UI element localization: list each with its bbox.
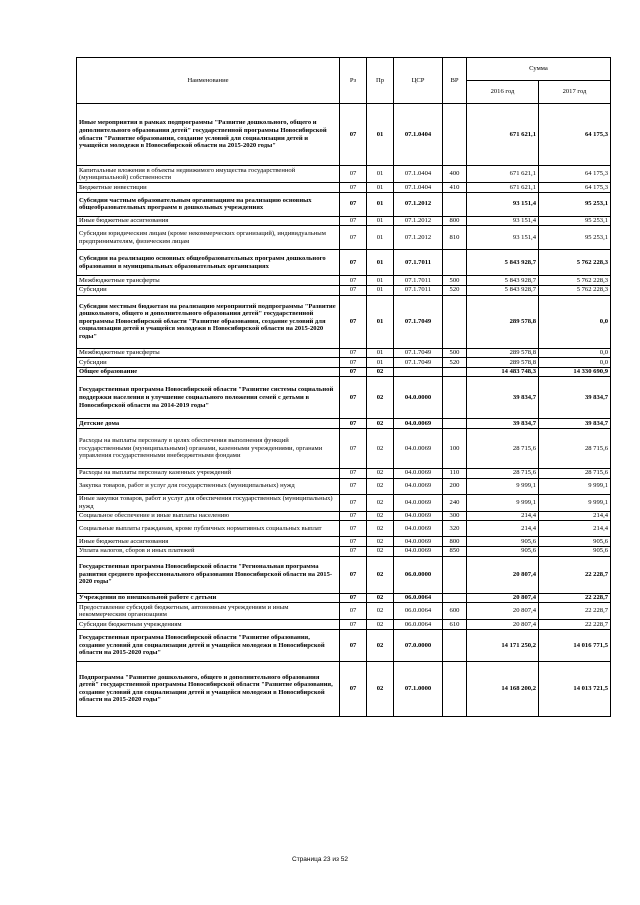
row-pr: 01 <box>367 348 394 358</box>
row-sum-2017: 905,6 <box>539 537 611 547</box>
row-sum-2017: 14 330 690,9 <box>539 367 611 377</box>
row-sum-2016: 20 807,4 <box>467 556 539 593</box>
row-name: Субсидии местным бюджетам на реализацию мероприятий подпрограммы "Развитие дошкольного, общего и дополнительного образования детей" государственной программы Новосибирской области "Развитие образования, создание условий для социализации детей и учащейся молодежи в Новосибирской области на 2015-2020 годы" <box>77 295 340 348</box>
row-pr: 02 <box>367 603 394 620</box>
row-sum-2016: 5 843 928,7 <box>467 285 539 295</box>
row-csr: 07.1.7011 <box>394 276 443 286</box>
row-sum-2016: 9 999,1 <box>467 494 539 511</box>
row-vr: 800 <box>443 537 467 547</box>
row-sum-2016: 20 807,4 <box>467 620 539 630</box>
row-name: Общее образование <box>77 367 340 377</box>
row-name: Государственная программа Новосибирской области "Развитие системы социальной поддержки населения и улучшение социального положения семей с детьми в Новосибирской области на 2014-2019 годы" <box>77 377 340 419</box>
row-csr: 07.1.7049 <box>394 358 443 368</box>
row-name: Детские дома <box>77 419 340 429</box>
row-csr: 07.1.0404 <box>394 104 443 166</box>
table-row <box>77 358 611 368</box>
table-row <box>77 478 611 494</box>
row-sum-2017: 64 175,3 <box>539 104 611 166</box>
row-sum-2017: 28 715,6 <box>539 468 611 478</box>
row-csr: 04.0.0069 <box>394 468 443 478</box>
table-row <box>77 593 611 603</box>
row-sum-2017: 22 228,7 <box>539 593 611 603</box>
row-rz: 07 <box>340 620 367 630</box>
row-name: Подпрограмма "Развитие дошкольного, общего и дополнительного образования детей" государственной программы Новосибирской области "Развитие образования, создание условий для социализации детей и учащейся молодежи в Новосибирской области на 2015-2020 годы" <box>77 661 340 716</box>
row-sum-2016: 5 843 928,7 <box>467 250 539 276</box>
row-pr: 01 <box>367 358 394 368</box>
row-sum-2017: 22 228,7 <box>539 603 611 620</box>
row-sum-2017: 5 762 228,3 <box>539 276 611 286</box>
table-row <box>77 104 611 166</box>
table-body <box>77 104 611 717</box>
col-vr-header: ВР <box>443 58 467 104</box>
row-sum-2017: 64 175,3 <box>539 166 611 183</box>
row-name: Субсидии на реализацию основных общеобразовательных программ дошкольного образования в муниципальных образовательных организациях <box>77 250 340 276</box>
table-row <box>77 468 611 478</box>
row-name: Иные бюджетные ассигнования <box>77 216 340 226</box>
row-sum-2016: 5 843 928,7 <box>467 276 539 286</box>
table-row <box>77 556 611 593</box>
row-rz: 07 <box>340 661 367 716</box>
table-row <box>77 603 611 620</box>
page-number: Страница 23 из 52 <box>292 856 348 863</box>
table-row <box>77 620 611 630</box>
row-rz: 07 <box>340 358 367 368</box>
row-vr: 100 <box>443 428 467 468</box>
row-sum-2016: 671 621,1 <box>467 183 539 193</box>
row-pr: 01 <box>367 166 394 183</box>
table-row <box>77 250 611 276</box>
row-pr: 02 <box>367 468 394 478</box>
row-sum-2017: 39 834,7 <box>539 377 611 419</box>
row-vr: 850 <box>443 546 467 556</box>
row-csr: 04.0.0069 <box>394 521 443 537</box>
row-name: Расходы на выплаты персоналу казенных учреждений <box>77 468 340 478</box>
row-vr: 400 <box>443 166 467 183</box>
row-vr: 410 <box>443 183 467 193</box>
row-name: Учреждения по внешкольной работе с детьми <box>77 593 340 603</box>
row-rz: 07 <box>340 511 367 521</box>
row-csr: 04.0.0000 <box>394 377 443 419</box>
row-vr: 110 <box>443 468 467 478</box>
row-pr: 02 <box>367 556 394 593</box>
row-sum-2016: 14 171 250,2 <box>467 629 539 661</box>
row-vr <box>443 556 467 593</box>
row-name: Капитальные вложения в объекты недвижимого имущества государственной (муниципальной) собственности <box>77 166 340 183</box>
row-name: Уплата налогов, сборов и иных платежей <box>77 546 340 556</box>
row-rz: 07 <box>340 521 367 537</box>
row-sum-2016: 14 483 748,3 <box>467 367 539 377</box>
row-csr: 06.0.0064 <box>394 603 443 620</box>
table-header <box>77 58 611 104</box>
row-sum-2017: 22 228,7 <box>539 556 611 593</box>
col-rz-header: Рз <box>340 58 367 104</box>
row-csr: 04.0.0069 <box>394 419 443 429</box>
row-csr: 07.1.7011 <box>394 285 443 295</box>
row-vr: 500 <box>443 276 467 286</box>
row-rz: 07 <box>340 216 367 226</box>
row-name: Социальное обеспечение и иные выплаты населению <box>77 511 340 521</box>
row-sum-2017: 14 013 721,5 <box>539 661 611 716</box>
row-sum-2017: 905,6 <box>539 546 611 556</box>
table-row <box>77 419 611 429</box>
row-sum-2017: 9 999,1 <box>539 478 611 494</box>
row-sum-2016: 14 168 200,2 <box>467 661 539 716</box>
row-sum-2016: 93 151,4 <box>467 192 539 216</box>
row-pr: 02 <box>367 629 394 661</box>
row-rz: 07 <box>340 166 367 183</box>
row-sum-2017: 5 762 228,3 <box>539 250 611 276</box>
row-sum-2017: 64 175,3 <box>539 183 611 193</box>
row-rz: 07 <box>340 603 367 620</box>
row-rz: 07 <box>340 494 367 511</box>
row-rz: 07 <box>340 419 367 429</box>
row-name: Субсидии частным образовательным организациям на реализацию основных общеобразовательных программ в дошкольных учреждениях <box>77 192 340 216</box>
table-row <box>77 216 611 226</box>
row-name: Государственная программа Новосибирской области "Развитие образования, создание условий для социализации детей и учащейся молодежи в Новосибирской области на 2015-2020 годы" <box>77 629 340 661</box>
row-sum-2016: 289 578,8 <box>467 348 539 358</box>
row-name: Субсидии юридическим лицам (кроме некоммерческих организаций), индивидуальным предпринимателям, физическим лицам <box>77 226 340 250</box>
row-pr: 02 <box>367 661 394 716</box>
row-name: Расходы на выплаты персоналу в целях обеспечения выполнения функций государственными (муниципальными) органами, казенными учреждениями, органами управления государственными внебюджетными фондами <box>77 428 340 468</box>
row-sum-2016: 93 151,4 <box>467 226 539 250</box>
row-vr: 240 <box>443 494 467 511</box>
row-pr: 02 <box>367 377 394 419</box>
row-csr: 04.0.0069 <box>394 494 443 511</box>
row-rz: 07 <box>340 104 367 166</box>
table-row <box>77 521 611 537</box>
row-name: Иные мероприятия в рамках подпрограммы "Развитие дошкольного, общего и дополнительного образования детей" государственной программы Новосибирской области "Развитие образования, создание условий для социализации детей и учащейся молодежи в Новосибирской области на 2015-2020 годы" <box>77 104 340 166</box>
row-pr: 02 <box>367 494 394 511</box>
row-rz: 07 <box>340 192 367 216</box>
row-sum-2017: 0,0 <box>539 348 611 358</box>
col-sum-header: Сумма <box>467 58 611 81</box>
row-vr <box>443 192 467 216</box>
row-sum-2017: 214,4 <box>539 511 611 521</box>
row-vr: 800 <box>443 216 467 226</box>
row-pr: 02 <box>367 620 394 630</box>
row-sum-2016: 214,4 <box>467 521 539 537</box>
row-sum-2016: 671 621,1 <box>467 104 539 166</box>
row-sum-2017: 22 228,7 <box>539 620 611 630</box>
row-sum-2017: 28 715,6 <box>539 428 611 468</box>
row-vr: 810 <box>443 226 467 250</box>
table-row <box>77 192 611 216</box>
row-vr: 520 <box>443 285 467 295</box>
row-sum-2017: 95 253,1 <box>539 216 611 226</box>
row-sum-2017: 5 762 228,3 <box>539 285 611 295</box>
row-rz: 07 <box>340 377 367 419</box>
row-pr: 01 <box>367 192 394 216</box>
row-sum-2016: 9 999,1 <box>467 478 539 494</box>
row-vr <box>443 419 467 429</box>
row-pr: 02 <box>367 419 394 429</box>
row-csr: 07.1.2012 <box>394 226 443 250</box>
row-csr: 07.1.0000 <box>394 661 443 716</box>
row-sum-2017: 214,4 <box>539 521 611 537</box>
row-vr: 320 <box>443 521 467 537</box>
row-sum-2016: 289 578,8 <box>467 295 539 348</box>
row-name: Бюджетные инвестиции <box>77 183 340 193</box>
row-pr: 01 <box>367 285 394 295</box>
row-rz: 07 <box>340 276 367 286</box>
row-csr: 07.1.2012 <box>394 216 443 226</box>
table-row <box>77 166 611 183</box>
row-rz: 07 <box>340 428 367 468</box>
table-row <box>77 377 611 419</box>
row-pr: 02 <box>367 537 394 547</box>
table-row <box>77 285 611 295</box>
row-rz: 07 <box>340 348 367 358</box>
row-csr: 07.1.2012 <box>394 192 443 216</box>
row-name: Субсидии <box>77 358 340 368</box>
row-sum-2016: 39 834,7 <box>467 419 539 429</box>
col-2017-header: 2017 год <box>539 81 611 104</box>
row-sum-2016: 671 621,1 <box>467 166 539 183</box>
row-rz: 07 <box>340 183 367 193</box>
row-name: Субсидии <box>77 285 340 295</box>
row-csr: 04.0.0069 <box>394 511 443 521</box>
row-sum-2016: 289 578,8 <box>467 358 539 368</box>
row-pr: 02 <box>367 593 394 603</box>
row-rz: 07 <box>340 593 367 603</box>
col-csr-header: ЦСР <box>394 58 443 104</box>
row-vr: 300 <box>443 511 467 521</box>
row-csr: 06.0.0064 <box>394 593 443 603</box>
row-rz: 07 <box>340 478 367 494</box>
row-pr: 02 <box>367 428 394 468</box>
row-sum-2017: 0,0 <box>539 295 611 348</box>
table-row <box>77 183 611 193</box>
row-vr <box>443 661 467 716</box>
row-vr: 200 <box>443 478 467 494</box>
row-rz: 07 <box>340 226 367 250</box>
row-vr <box>443 104 467 166</box>
row-sum-2017: 14 016 771,5 <box>539 629 611 661</box>
row-sum-2016: 20 807,4 <box>467 603 539 620</box>
row-vr: 520 <box>443 358 467 368</box>
table-row <box>77 276 611 286</box>
row-rz: 07 <box>340 537 367 547</box>
row-rz: 07 <box>340 295 367 348</box>
row-pr: 02 <box>367 521 394 537</box>
row-sum-2016: 28 715,6 <box>467 428 539 468</box>
row-csr: 06.0.0064 <box>394 620 443 630</box>
row-vr <box>443 629 467 661</box>
row-vr: 610 <box>443 620 467 630</box>
row-rz: 07 <box>340 367 367 377</box>
row-sum-2016: 28 715,6 <box>467 468 539 478</box>
row-name: Социальные выплаты гражданам, кроме публичных нормативных социальных выплат <box>77 521 340 537</box>
table-row <box>77 367 611 377</box>
row-vr <box>443 377 467 419</box>
table-row <box>77 511 611 521</box>
table-row <box>77 428 611 468</box>
row-csr: 04.0.0069 <box>394 428 443 468</box>
row-vr: 600 <box>443 603 467 620</box>
row-pr: 02 <box>367 546 394 556</box>
row-name: Иные бюджетные ассигнования <box>77 537 340 547</box>
row-rz: 07 <box>340 556 367 593</box>
row-rz: 07 <box>340 285 367 295</box>
row-sum-2016: 905,6 <box>467 546 539 556</box>
row-sum-2016: 39 834,7 <box>467 377 539 419</box>
row-rz: 07 <box>340 468 367 478</box>
row-vr: 500 <box>443 348 467 358</box>
table-row <box>77 629 611 661</box>
row-csr <box>394 367 443 377</box>
row-sum-2017: 39 834,7 <box>539 419 611 429</box>
row-sum-2017: 9 999,1 <box>539 494 611 511</box>
row-vr <box>443 250 467 276</box>
col-2016-header: 2016 год <box>467 81 539 104</box>
row-pr: 02 <box>367 511 394 521</box>
row-name: Государственная программа Новосибирской области "Региональная программа развития среднего профессионального образования Новосибирской области на 2015-2020 годы" <box>77 556 340 593</box>
row-rz: 07 <box>340 250 367 276</box>
row-pr: 02 <box>367 478 394 494</box>
col-pr-header: Пр <box>367 58 394 104</box>
table-row <box>77 295 611 348</box>
row-sum-2016: 93 151,4 <box>467 216 539 226</box>
row-pr: 01 <box>367 276 394 286</box>
row-name: Иные закупки товаров, работ и услуг для обеспечения государственных (муниципальных) нужд <box>77 494 340 511</box>
row-pr: 01 <box>367 250 394 276</box>
row-name: Межбюджетные трансферты <box>77 348 340 358</box>
row-csr: 07.1.7049 <box>394 295 443 348</box>
row-pr: 01 <box>367 226 394 250</box>
table-row <box>77 226 611 250</box>
row-csr: 07.1.0404 <box>394 166 443 183</box>
row-sum-2017: 95 253,1 <box>539 226 611 250</box>
row-pr: 01 <box>367 104 394 166</box>
table-row <box>77 494 611 511</box>
row-csr: 06.0.0000 <box>394 556 443 593</box>
table-row <box>77 537 611 547</box>
budget-table <box>76 57 611 717</box>
row-vr <box>443 295 467 348</box>
row-csr: 07.1.0404 <box>394 183 443 193</box>
row-vr <box>443 593 467 603</box>
row-name: Межбюджетные трансферты <box>77 276 340 286</box>
row-csr: 04.0.0069 <box>394 537 443 547</box>
row-rz: 07 <box>340 629 367 661</box>
row-pr: 01 <box>367 183 394 193</box>
row-sum-2017: 95 253,1 <box>539 192 611 216</box>
row-pr: 02 <box>367 367 394 377</box>
row-csr: 04.0.0069 <box>394 546 443 556</box>
table-row <box>77 661 611 716</box>
row-csr: 07.1.7011 <box>394 250 443 276</box>
row-csr: 07.1.7049 <box>394 348 443 358</box>
row-csr: 07.0.0000 <box>394 629 443 661</box>
row-pr: 01 <box>367 295 394 348</box>
row-csr: 04.0.0069 <box>394 478 443 494</box>
row-sum-2016: 20 807,4 <box>467 593 539 603</box>
row-sum-2016: 214,4 <box>467 511 539 521</box>
col-name-header: Наименование <box>77 58 340 104</box>
row-sum-2017: 0,0 <box>539 358 611 368</box>
row-name: Закупка товаров, работ и услуг для государственных (муниципальных) нужд <box>77 478 340 494</box>
row-vr <box>443 367 467 377</box>
row-pr: 01 <box>367 216 394 226</box>
row-name: Предоставление субсидий бюджетным, автономным учреждениям и иным некоммерческим организациям <box>77 603 340 620</box>
table-row <box>77 546 611 556</box>
row-rz: 07 <box>340 546 367 556</box>
row-name: Субсидии бюджетным учреждениям <box>77 620 340 630</box>
table-row <box>77 348 611 358</box>
row-sum-2016: 905,6 <box>467 537 539 547</box>
